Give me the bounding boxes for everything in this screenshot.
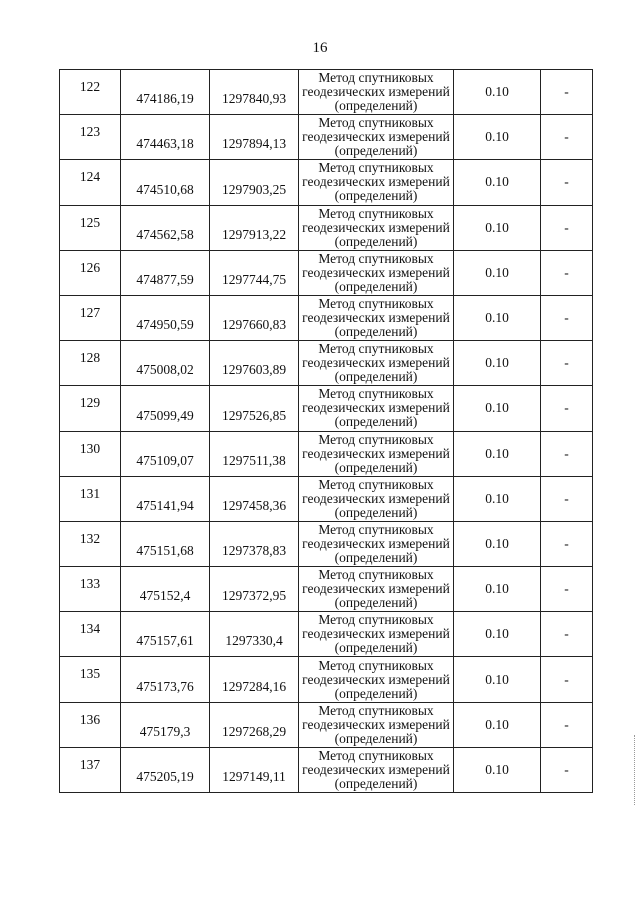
- accuracy-cell: [454, 747, 541, 792]
- table-row: [60, 521, 593, 566]
- accuracy-cell: [454, 521, 541, 566]
- method-text: Метод спутниковых геодезических измерений (определений): [302, 70, 450, 114]
- point-number-cell: [60, 160, 121, 205]
- point-number-cell: [60, 205, 121, 250]
- point-number-cell: [60, 567, 121, 612]
- description-cell: [541, 70, 593, 115]
- table-row: [60, 70, 593, 115]
- table-row: [60, 160, 593, 205]
- method-cell: [299, 612, 454, 657]
- y-coordinate-cell: [210, 476, 299, 521]
- point-number-cell: [60, 250, 121, 295]
- accuracy-cell: [454, 341, 541, 386]
- method-text: Метод спутниковых геодезических измерений (определений): [302, 612, 450, 656]
- accuracy-cell: [454, 295, 541, 340]
- x-coordinate-cell: [121, 386, 210, 431]
- method-cell: [299, 341, 454, 386]
- point-number-text: 125: [79, 214, 101, 230]
- y-coordinate-cell: [210, 205, 299, 250]
- description-cell: [541, 702, 593, 747]
- method-text: Метод спутниковых геодезических измерений (определений): [302, 296, 450, 340]
- description-cell: [541, 567, 593, 612]
- description-text: -: [564, 626, 569, 642]
- x-coordinate-text: 474186,19: [136, 91, 194, 107]
- x-coordinate-cell: [121, 160, 210, 205]
- y-coordinate-text: 1297840,93: [221, 91, 287, 107]
- point-number-cell: [60, 341, 121, 386]
- description-cell: [541, 115, 593, 160]
- method-cell: [299, 476, 454, 521]
- y-coordinate-cell: [210, 521, 299, 566]
- y-coordinate-text: 1297284,16: [221, 678, 287, 694]
- x-coordinate-text: 475141,94: [136, 497, 194, 513]
- y-coordinate-cell: [210, 341, 299, 386]
- description-text: -: [564, 490, 569, 506]
- point-number-text: 137: [79, 756, 101, 772]
- point-number-cell: [60, 476, 121, 521]
- accuracy-cell: [454, 386, 541, 431]
- accuracy-text: 0.10: [485, 535, 509, 551]
- accuracy-cell: [454, 567, 541, 612]
- x-coordinate-text: 475173,76: [136, 678, 194, 694]
- y-coordinate-cell: [210, 431, 299, 476]
- description-text: -: [564, 219, 569, 235]
- method-cell: [299, 521, 454, 566]
- x-coordinate-text: 475008,02: [136, 362, 194, 378]
- description-text: -: [564, 445, 569, 461]
- accuracy-text: 0.10: [485, 219, 509, 235]
- accuracy-text: 0.10: [485, 84, 509, 100]
- description-text: -: [564, 84, 569, 100]
- x-coordinate-cell: [121, 702, 210, 747]
- accuracy-text: 0.10: [485, 581, 509, 597]
- point-number-text: 134: [79, 621, 101, 637]
- method-text: Метод спутниковых геодезических измерений (определений): [302, 476, 450, 520]
- x-coordinate-text: 474510,68: [136, 181, 194, 197]
- x-coordinate-text: 474877,59: [136, 271, 194, 287]
- description-cell: [541, 205, 593, 250]
- accuracy-cell: [454, 612, 541, 657]
- point-number-cell: [60, 657, 121, 702]
- y-coordinate-cell: [210, 612, 299, 657]
- scan-edge-mark: [634, 735, 637, 805]
- table-row: [60, 250, 593, 295]
- y-coordinate-cell: [210, 250, 299, 295]
- accuracy-cell: [454, 70, 541, 115]
- point-number-text: 133: [79, 576, 101, 592]
- x-coordinate-text: 475109,07: [136, 452, 194, 468]
- method-cell: [299, 747, 454, 792]
- accuracy-text: 0.10: [485, 445, 509, 461]
- description-text: -: [564, 400, 569, 416]
- accuracy-text: 0.10: [485, 716, 509, 732]
- x-coordinate-text: 475152,4: [139, 588, 191, 604]
- table-row: [60, 431, 593, 476]
- accuracy-text: 0.10: [485, 174, 509, 190]
- page-number: 16: [312, 40, 328, 56]
- x-coordinate-text: 475099,49: [136, 407, 194, 423]
- point-number-text: 135: [79, 666, 101, 682]
- table-row: [60, 747, 593, 792]
- method-text: Метод спутниковых геодезических измерений (определений): [302, 521, 450, 565]
- y-coordinate-cell: [210, 386, 299, 431]
- y-coordinate-cell: [210, 702, 299, 747]
- accuracy-text: 0.10: [485, 355, 509, 371]
- table-body: [60, 70, 593, 793]
- point-number-cell: [60, 295, 121, 340]
- method-text: Метод спутниковых геодезических измерений (определений): [302, 747, 450, 791]
- description-cell: [541, 657, 593, 702]
- method-text: Метод спутниковых геодезических измерений (определений): [302, 567, 450, 611]
- y-coordinate-text: 1297526,85: [221, 407, 287, 423]
- method-text: Метод спутниковых геодезических измерений (определений): [302, 657, 450, 701]
- description-text: -: [564, 671, 569, 687]
- y-coordinate-text: 1297660,83: [221, 317, 287, 333]
- method-cell: [299, 70, 454, 115]
- y-coordinate-cell: [210, 115, 299, 160]
- point-number-text: 129: [79, 395, 101, 411]
- y-coordinate-text: 1297268,29: [221, 723, 287, 739]
- table-row: [60, 612, 593, 657]
- y-coordinate-cell: [210, 160, 299, 205]
- accuracy-cell: [454, 476, 541, 521]
- table-row: [60, 657, 593, 702]
- point-number-text: 128: [79, 350, 101, 366]
- method-cell: [299, 702, 454, 747]
- table-row: [60, 205, 593, 250]
- accuracy-text: 0.10: [485, 310, 509, 326]
- y-coordinate-cell: [210, 657, 299, 702]
- point-number-text: 123: [79, 124, 101, 140]
- method-cell: [299, 205, 454, 250]
- description-cell: [541, 295, 593, 340]
- method-text: Метод спутниковых геодезических измерений (определений): [302, 205, 450, 249]
- method-text: Метод спутниковых геодезических измерений (определений): [302, 702, 450, 746]
- y-coordinate-cell: [210, 295, 299, 340]
- point-number-text: 127: [79, 304, 101, 320]
- x-coordinate-cell: [121, 747, 210, 792]
- y-coordinate-text: 1297603,89: [221, 362, 287, 378]
- y-coordinate-text: 1297458,36: [221, 497, 287, 513]
- method-cell: [299, 115, 454, 160]
- description-text: -: [564, 581, 569, 597]
- table-row: [60, 295, 593, 340]
- point-number-cell: [60, 431, 121, 476]
- method-cell: [299, 295, 454, 340]
- x-coordinate-cell: [121, 431, 210, 476]
- accuracy-cell: [454, 431, 541, 476]
- y-coordinate-text: 1297372,95: [221, 588, 287, 604]
- x-coordinate-cell: [121, 250, 210, 295]
- accuracy-cell: [454, 657, 541, 702]
- method-text: Метод спутниковых геодезических измерений (определений): [302, 250, 450, 294]
- description-cell: [541, 431, 593, 476]
- point-number-cell: [60, 612, 121, 657]
- method-cell: [299, 567, 454, 612]
- method-cell: [299, 250, 454, 295]
- accuracy-text: 0.10: [485, 671, 509, 687]
- x-coordinate-cell: [121, 612, 210, 657]
- description-cell: [541, 476, 593, 521]
- method-cell: [299, 431, 454, 476]
- accuracy-cell: [454, 702, 541, 747]
- x-coordinate-cell: [121, 115, 210, 160]
- y-coordinate-text: 1297894,13: [221, 136, 287, 152]
- point-number-text: 132: [79, 530, 101, 546]
- point-number-text: 136: [79, 711, 101, 727]
- point-number-cell: [60, 702, 121, 747]
- y-coordinate-text: 1297913,22: [221, 226, 287, 242]
- description-text: -: [564, 535, 569, 551]
- x-coordinate-text: 475179,3: [139, 723, 191, 739]
- point-number-text: 126: [79, 259, 101, 275]
- x-coordinate-text: 474950,59: [136, 317, 194, 333]
- description-text: -: [564, 174, 569, 190]
- description-cell: [541, 341, 593, 386]
- table-row: [60, 115, 593, 160]
- point-number-cell: [60, 747, 121, 792]
- y-coordinate-text: 1297511,38: [222, 452, 286, 468]
- y-coordinate-cell: [210, 747, 299, 792]
- point-number-text: 122: [79, 79, 101, 94]
- point-number-cell: [60, 70, 121, 115]
- method-cell: [299, 657, 454, 702]
- point-number-cell: [60, 386, 121, 431]
- x-coordinate-text: 475205,19: [136, 769, 194, 784]
- description-cell: [541, 747, 593, 792]
- accuracy-cell: [454, 160, 541, 205]
- x-coordinate-cell: [121, 476, 210, 521]
- method-text: Метод спутниковых геодезических измерений (определений): [302, 386, 450, 430]
- x-coordinate-text: 474463,18: [136, 136, 194, 152]
- x-coordinate-cell: [121, 70, 210, 115]
- description-cell: [541, 386, 593, 431]
- description-cell: [541, 250, 593, 295]
- x-coordinate-cell: [121, 295, 210, 340]
- description-text: -: [564, 129, 569, 145]
- x-coordinate-cell: [121, 567, 210, 612]
- method-text: Метод спутниковых геодезических измерений (определений): [302, 431, 450, 475]
- accuracy-text: 0.10: [485, 264, 509, 280]
- x-coordinate-cell: [121, 521, 210, 566]
- description-cell: [541, 612, 593, 657]
- method-text: Метод спутниковых геодезических измерений (определений): [302, 115, 450, 159]
- method-cell: [299, 386, 454, 431]
- x-coordinate-cell: [121, 657, 210, 702]
- description-text: -: [564, 716, 569, 732]
- x-coordinate-text: 475151,68: [136, 543, 194, 559]
- point-number-text: 124: [79, 169, 101, 185]
- y-coordinate-cell: [210, 70, 299, 115]
- description-text: -: [564, 310, 569, 326]
- table-row: [60, 341, 593, 386]
- table-row: [60, 702, 593, 747]
- accuracy-text: 0.10: [485, 400, 509, 416]
- point-number-text: 131: [79, 485, 101, 501]
- table-row: [60, 386, 593, 431]
- point-number-text: 130: [79, 440, 101, 456]
- method-cell: [299, 160, 454, 205]
- method-text: Метод спутниковых геодезических измерений (определений): [302, 160, 450, 204]
- y-coordinate-text: 1297378,83: [221, 543, 287, 559]
- method-text: Метод спутниковых геодезических измерений (определений): [302, 341, 450, 385]
- point-number-cell: [60, 115, 121, 160]
- y-coordinate-text: 1297330,4: [225, 633, 283, 649]
- coordinates-table: [59, 69, 593, 793]
- y-coordinate-text: 1297149,11: [222, 769, 286, 784]
- y-coordinate-cell: [210, 567, 299, 612]
- accuracy-cell: [454, 115, 541, 160]
- y-coordinate-text: 1297744,75: [221, 271, 287, 287]
- point-number-cell: [60, 521, 121, 566]
- x-coordinate-cell: [121, 205, 210, 250]
- accuracy-text: 0.10: [485, 761, 509, 777]
- description-cell: [541, 160, 593, 205]
- description-text: -: [564, 355, 569, 371]
- description-text: -: [564, 264, 569, 280]
- accuracy-cell: [454, 205, 541, 250]
- accuracy-text: 0.10: [485, 129, 509, 145]
- accuracy-cell: [454, 250, 541, 295]
- description-text: -: [564, 761, 569, 777]
- x-coordinate-text: 474562,58: [136, 226, 194, 242]
- table-row: [60, 567, 593, 612]
- y-coordinate-text: 1297903,25: [221, 181, 287, 197]
- x-coordinate-cell: [121, 341, 210, 386]
- x-coordinate-text: 475157,61: [136, 633, 194, 649]
- description-cell: [541, 521, 593, 566]
- accuracy-text: 0.10: [485, 490, 509, 506]
- accuracy-text: 0.10: [485, 626, 509, 642]
- table-row: [60, 476, 593, 521]
